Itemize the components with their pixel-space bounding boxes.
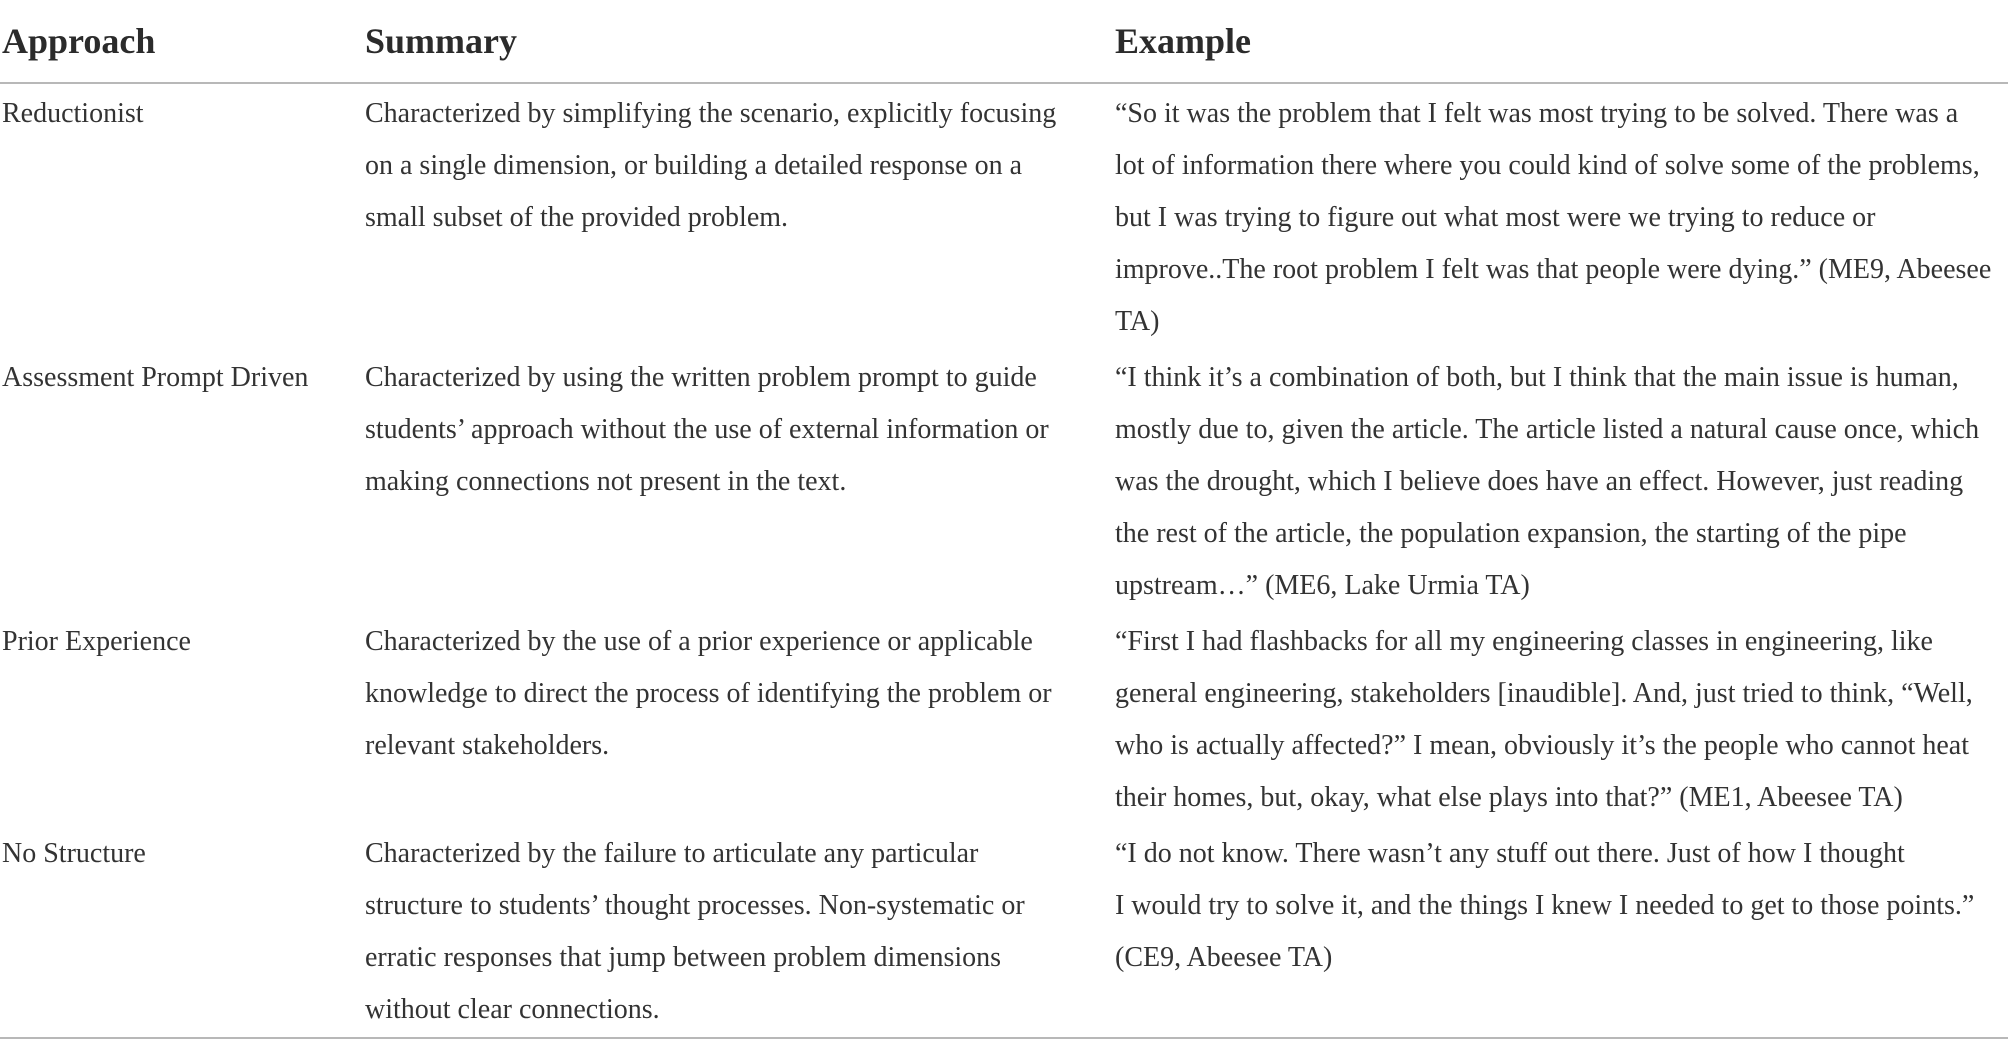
approach-cell: No Structure (2, 838, 146, 869)
example-cell (1115, 348, 2008, 612)
example-line: “First I had flashbacks for all my engineering classes in engineering, like (1115, 626, 1933, 657)
example-line: general engineering, stakeholders [inaudible]. And, just tried to think, “Well, (1115, 678, 1973, 709)
summary-cell (365, 612, 1115, 824)
summary-line: Characterized by the use of a prior experience or applicable (365, 626, 1033, 657)
example-line: their homes, but, okay, what else plays into that?” (ME1, Abeesee TA) (1115, 782, 1903, 813)
example-cell (1115, 824, 2008, 1048)
example-line: lot of information there where you could kind of solve some of the problems, (1115, 150, 1980, 181)
summary-line: structure to students’ thought processes. Non-systematic or (365, 890, 1025, 921)
summary-line: students’ approach without the use of external information or (365, 414, 1049, 445)
summary-line: small subset of the provided problem. (365, 202, 789, 233)
summary-cell (365, 83, 1115, 348)
example-line: I would try to solve it, and the things I knew I needed to get to those points.” (1115, 890, 1975, 921)
table-bottom-rule (0, 1037, 2008, 1039)
table-row (0, 824, 2008, 1048)
example-line: who is actually affected?” I mean, obviously it’s the people who cannot heat (1115, 730, 1969, 761)
example-line: “So it was the problem that I felt was most trying to be solved. There was a (1115, 98, 1959, 129)
example-line: (CE9, Abeesee TA) (1115, 942, 1333, 973)
example-line: but I was trying to figure out what most were we trying to reduce or (1115, 202, 1876, 233)
summary-line: Characterized by simplifying the scenario, explicitly focusing (365, 98, 1057, 129)
summary-line: making connections not present in the text. (365, 466, 847, 497)
summary-cell (365, 824, 1115, 1048)
summary-line: on a single dimension, or building a detailed response on a (365, 150, 1023, 181)
approach-cell: Assessment Prompt Driven (2, 362, 309, 393)
summary-line: without clear connections. (365, 994, 660, 1025)
example-line: was the drought, which I believe does have an effect. However, just reading (1115, 466, 1964, 497)
example-line: “I think it’s a combination of both, but I think that the main issue is human, (1115, 362, 1959, 393)
header-summary: Summary (365, 0, 1115, 83)
example-line: improve..The root problem I felt was that people were dying.” (ME9, Abeesee (1115, 254, 1992, 285)
example-line: “I do not know. There wasn’t any stuff out there. Just of how I thought (1115, 838, 1905, 869)
table-row (0, 612, 2008, 824)
example-line: the rest of the article, the population expansion, the starting of the pipe (1115, 518, 1907, 549)
summary-line: relevant stakeholders. (365, 730, 610, 761)
table-header-row (0, 0, 2008, 83)
example-line: mostly due to, given the article. The article listed a natural cause once, which (1115, 414, 1980, 445)
example-line: upstream…” (ME6, Lake Urmia TA) (1115, 570, 1530, 601)
table-row (0, 348, 2008, 612)
example-cell (1115, 83, 2008, 348)
approach-cell: Prior Experience (2, 626, 191, 657)
summary-cell (365, 348, 1115, 612)
summary-line: knowledge to direct the process of identifying the problem or (365, 678, 1052, 709)
table-row (0, 83, 2008, 348)
summary-line: erratic responses that jump between problem dimensions (365, 942, 1002, 973)
example-line: TA) (1115, 306, 1160, 337)
example-cell (1115, 612, 2008, 824)
header-approach: Approach (0, 0, 365, 83)
summary-line: Characterized by the failure to articulate any particular (365, 838, 979, 869)
approach-cell: Reductionist (2, 98, 144, 129)
summary-line: Characterized by using the written problem prompt to guide (365, 362, 1037, 393)
header-example: Example (1115, 0, 2008, 83)
